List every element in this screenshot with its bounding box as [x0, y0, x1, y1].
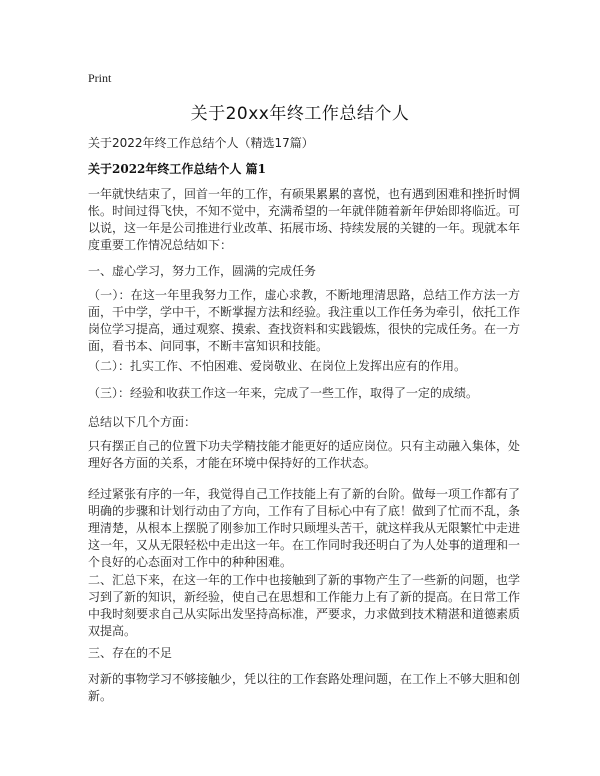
document-subtitle: 关于2022年终工作总结个人（精选17篇） [88, 136, 314, 150]
section-heading: 关于2022年终工作总结个人 篇1 [88, 162, 266, 176]
paragraph-shortcomings: 对新的事物学习不够接触少，凭以往的工作套路处理问题，在工作上不够大胆和创新。 [88, 672, 521, 703]
paragraph-position: 只有摆正自己的位置下功夫学精技能才能更好的适应岗位。只有主动融入集体，处理好各方面的关系，才能在环境中保持好的工作状态。 [88, 439, 521, 470]
print-label[interactable]: Print [88, 71, 112, 85]
paragraph-skills: 经过紧张有序的一年，我觉得自己工作技能上有了新的台阶。做每一项工作都有了明确的步骤和计划行动由了方向，工作有了目标心中有了底！做到了忙而不乱，条理清楚，从根本上摆脱了刚参加工作时只顾埋头苦干，就这样我从无限繁忙中走进这一年，又从无限轻松中走出这一年。在工作同时我还明白了为人处事的道理和一个良好的心态面对工作中的种种困难。 [88, 487, 521, 569]
paragraph-intro: 一年就快结束了，回首一年的工作，有硕果累累的喜悦，也有遇到困难和挫折时惆怅。时间过得飞快，不知不觉中，充满希望的一年就伴随着新年伊始即将临近。可以说，这一年是公司推进行业改革、拓展市场、持续发展的关键的一年。现就本年度重要工作情况总结如下： [88, 187, 521, 252]
paragraph-item-2: （二）：扎实工作、不怕困难、爱岗敬业、在岗位上发挥出应有的作用。 [88, 359, 467, 373]
heading-one: 一、虚心学习，努力工作，圆满的完成任务 [88, 264, 317, 278]
paragraph-summary-heading: 总结以下几个方面： [88, 415, 197, 429]
paragraph-item-3: （三）：经验和收获工作这一年来，完成了一些工作，取得了一定的成绩。 [88, 386, 479, 400]
heading-two-paragraph: 二、汇总下来，在这一年的工作中也接触到了新的事物产生了一些新的问题，也学习到了新的知识，新经验，使自己在思想和工作能力上有了新的提高。在日常工作中我时刻要求自己从实际出发坚持高标准，严要求，力求做到技术精湛和道德素质双提高。 [88, 573, 521, 638]
heading-three: 三、存在的不足 [88, 646, 173, 660]
page-title: 关于20xx年终工作总结个人 [190, 104, 410, 124]
paragraph-item-1: （一）：在这一年里我努力工作，虚心求教，不断地理清思路，总结工作方法一方面，干中学，学中干，不断掌握方法和经验。我注重以工作任务为牵引，依托工作岗位学习提高，通过观察、摸索、查找资料和实践锻炼，很快的完成任务。在一方面，看书本、问同事，不断丰富知识和技能。 [88, 288, 521, 353]
